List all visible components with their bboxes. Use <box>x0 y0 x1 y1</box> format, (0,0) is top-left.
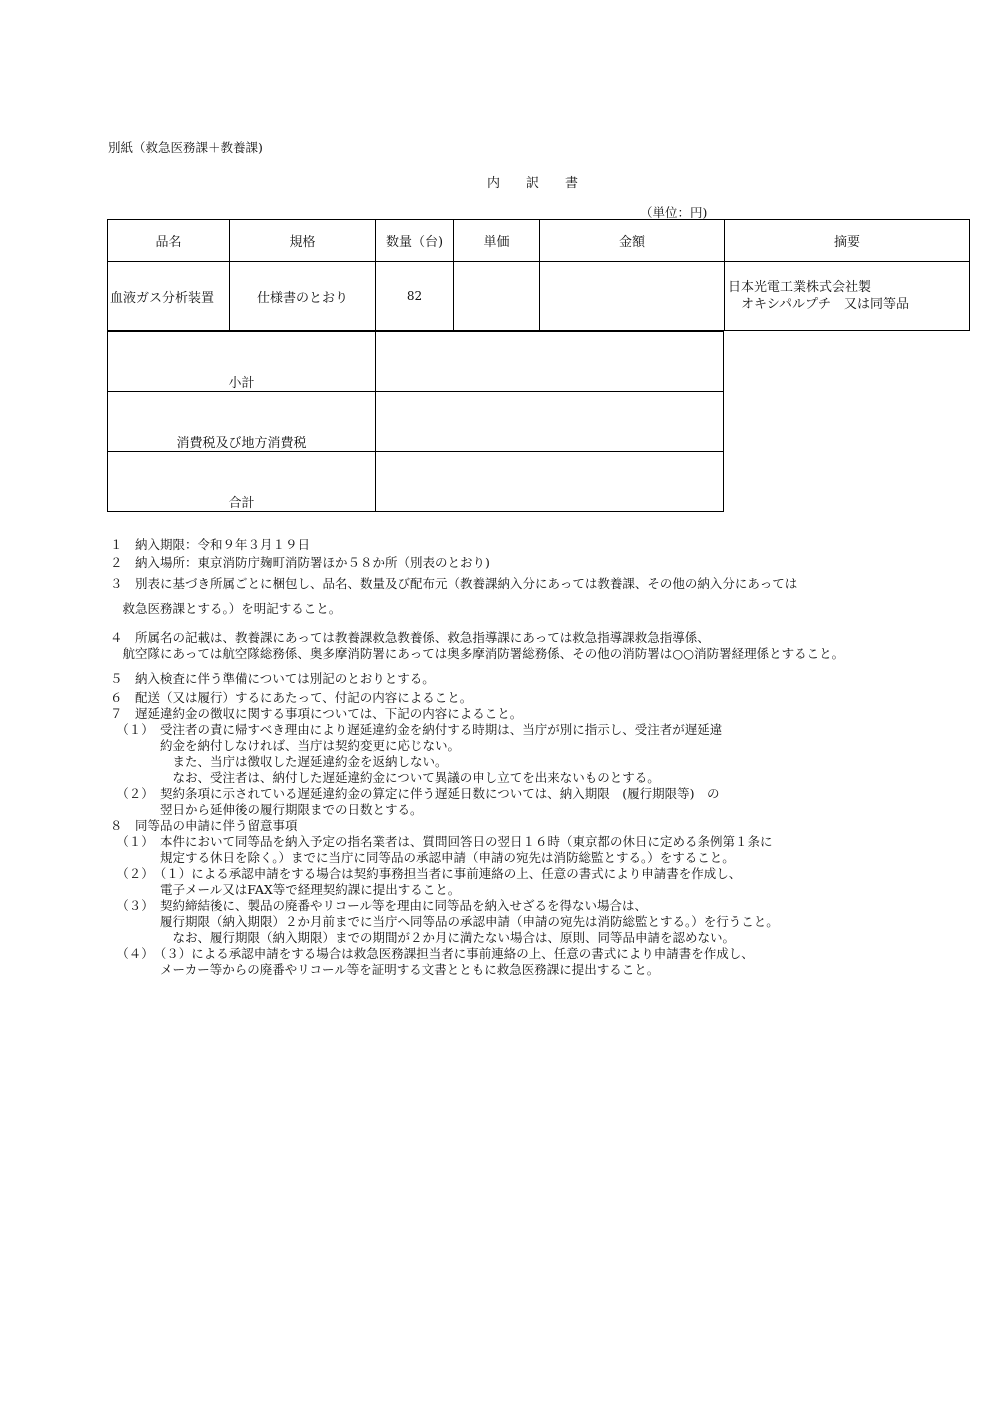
tax-value <box>376 392 724 452</box>
tax-label: 消費税及び地方消費税 <box>108 392 376 452</box>
attachment-label: 別紙（救急医務課＋教養課) <box>108 140 263 155</box>
note-4-line-2: 航空隊にあっては航空隊総務係、奥多摩消防署にあっては奥多摩消防署総務係、その他の消防署は○○消防署経理係とすること。 <box>110 646 845 661</box>
unit-label: （単位：円) <box>640 205 708 220</box>
remarks-line-1: 日本光電工業株式会社製 <box>728 280 872 295</box>
tax-row <box>108 392 724 452</box>
table-row <box>108 262 970 331</box>
remarks-line-2: オキシパルプチ 又は同等品 <box>728 297 909 312</box>
cell-remarks <box>725 262 970 331</box>
table-header-row <box>108 220 970 262</box>
note-8-2-line-2: 電子メール又はFAX等で経理契約課に提出すること。 <box>110 882 461 897</box>
header-remarks: 摘要 <box>725 220 970 262</box>
cell-qty: 82 <box>376 262 454 331</box>
cell-amount <box>540 262 725 331</box>
header-qty: 数量（台) <box>376 220 454 262</box>
total-row <box>108 452 724 512</box>
note-8-4-line-2: メーカー等からの廃番やリコール等を証明する文書とともに救急医務課に提出すること。 <box>110 962 660 977</box>
note-6: ６ 配送（又は履行）するにあたって、付記の内容によること。 <box>110 690 473 705</box>
total-label: 合計 <box>108 452 376 512</box>
note-7-1-line-3: また、当庁は徴収した遅延違約金を返納しない。 <box>110 754 448 769</box>
note-3-line-2: 救急医務課とする。）を明記すること。 <box>110 601 342 616</box>
header-amount: 金額 <box>540 220 725 262</box>
breakdown-table <box>107 219 970 331</box>
note-8-1-line-2: 規定する休日を除く。）までに当庁に同等品の承認申請（申請の宛先は消防総監とする。）をすること。 <box>110 850 735 865</box>
header-unit-price: 単価 <box>454 220 540 262</box>
note-8-3-line-1: （３） 契約締結後に、製品の廃番やリコール等を理由に同等品を納入せざるを得ない場合は、 <box>110 898 648 913</box>
note-7: ７ 遅延違約金の徴収に関する事項については、下記の内容によること。 <box>110 706 523 721</box>
header-name: 品名 <box>108 220 230 262</box>
note-5: ５ 納入検査に伴う準備については別記のとおりとする。 <box>110 671 435 686</box>
note-8-4-line-1: （４） （３）による承認申請をする場合は救急医務課担当者に事前連絡の上、任意の書式により申請書を作成し、 <box>110 946 754 961</box>
header-spec: 規格 <box>230 220 376 262</box>
note-3-line-1: ３ 別表に基づき所属ごとに梱包し、品名、数量及び配布元（教養課納入分にあっては教養課、その他の納入分にあっては <box>110 576 798 591</box>
note-7-1-line-4: なお、受注者は、納付した遅延違約金について異議の申し立てを出来ないものとする。 <box>110 770 660 785</box>
summary-table <box>107 331 724 512</box>
note-2: ２ 納入場所：東京消防庁麹町消防署ほか５８か所（別表のとおり) <box>110 555 490 570</box>
page-title: 内 訳 書 <box>487 176 579 191</box>
note-8: ８ 同等品の申請に伴う留意事項 <box>110 818 298 833</box>
cell-spec: 仕様書のとおり <box>230 262 376 331</box>
note-8-3-line-3: なお、履行期限（納入期限）までの期間が２か月に満たない場合は、原則、同等品申請を認めない。 <box>110 930 736 945</box>
total-value <box>376 452 724 512</box>
note-8-2-line-1: （２） （１）による承認申請をする場合は契約事務担当者に事前連絡の上、任意の書式により申請書を作成し、 <box>110 866 742 881</box>
cell-unit-price <box>454 262 540 331</box>
note-7-2-line-1: （２） 契約条項に示されている遅延違約金の算定に伴う遅延日数については、納入期限 (履行期限等) の <box>110 786 720 801</box>
subtotal-value <box>376 332 724 392</box>
note-1: １ 納入期限：令和９年３月１９日 <box>110 537 311 552</box>
note-8-3-line-2: 履行期限（納入期限）２か月前までに当庁へ同等品の承認申請（申請の宛先は消防総監とする。）を行うこと。 <box>110 914 779 929</box>
note-8-1-line-1: （１） 本件において同等品を納入予定の指名業者は、質問回答日の翌日１６時（東京都の休日に定める条例第１条に <box>110 834 773 849</box>
cell-name: 血液ガス分析装置 <box>108 262 230 331</box>
note-4-line-1: ４ 所属名の記載は、教養課にあっては教養課救急教養係、救急指導課にあっては救急指導課救急指導係、 <box>110 630 710 645</box>
subtotal-row <box>108 332 724 392</box>
note-7-1-line-2: 約金を納付しなければ、当庁は契約変更に応じない。 <box>110 738 461 753</box>
note-7-1-line-1: （１） 受注者の責に帰すべき理由により遅延違約金を納付する時期は、当庁が別に指示し、受注者が遅延違 <box>110 722 723 737</box>
note-7-2-line-2: 翌日から延伸後の履行期限までの日数とする。 <box>110 802 423 817</box>
subtotal-label: 小計 <box>108 332 376 392</box>
